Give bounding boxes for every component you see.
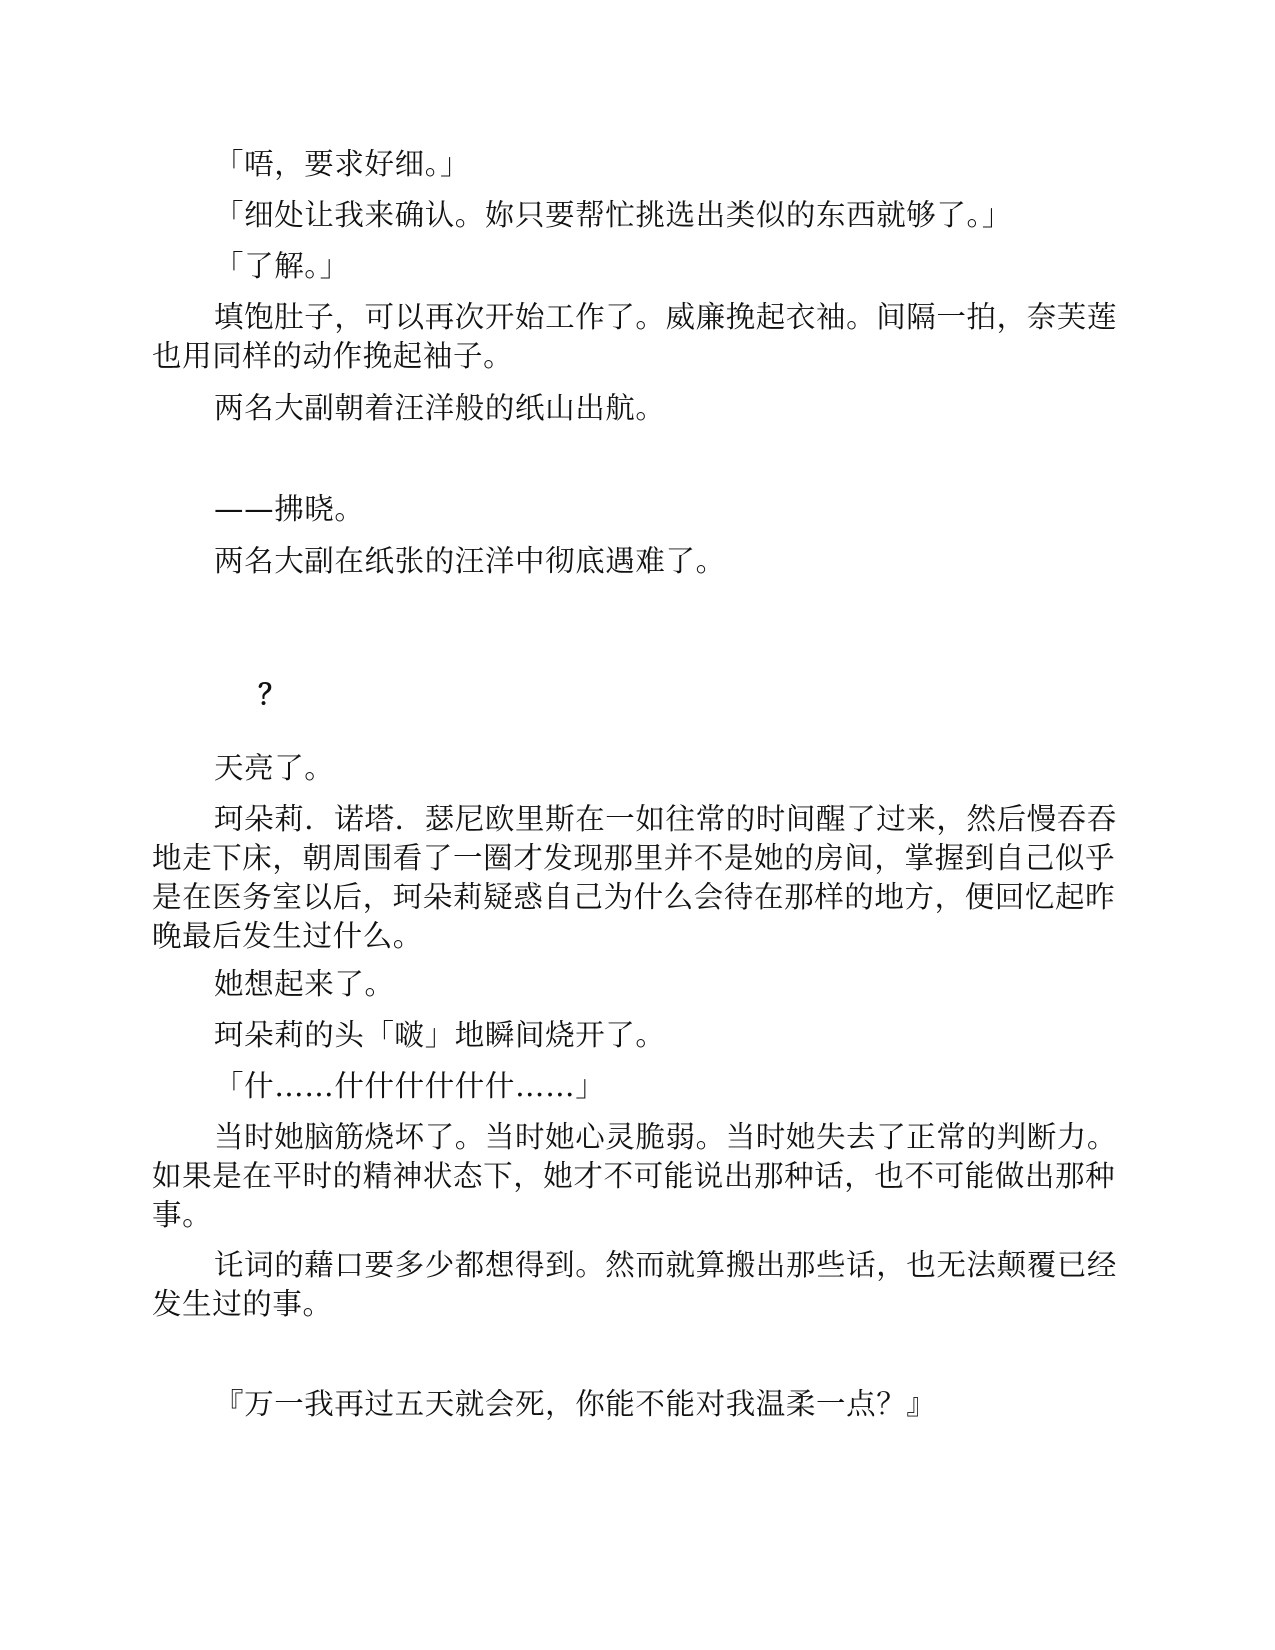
paragraph-narration-1: 填饱肚子，可以再次开始工作了。威廉挽起衣袖。间隔一拍，奈芙莲也用同样的动作挽起袖子。 [152,300,1118,373]
paragraph-dialogue-4: 「什……什什什什什什……」 [214,1069,606,1103]
paragraph-narration-2: 两名大副朝着汪洋般的纸山出航。 [214,391,666,425]
paragraph-narration-9: 讬词的藉口要多少都想得到。然而就算搬出那些话，也无法颠覆已经发生过的事。 [152,1248,1118,1321]
paragraph-dialogue-2: 「细处让我来确认。妳只要帮忙挑选出类似的东西就够了。」 [214,198,1012,232]
paragraph-narration-3: 两名大副在纸张的汪洋中彻底遇难了。 [214,544,726,578]
paragraph-quote: 『万一我再过五天就会死，你能不能对我温柔一点？』 [214,1387,937,1421]
paragraph-dialogue-1: 「唔，要求好细。」 [214,147,471,181]
paragraph-dawn: ——拂晓。 [214,492,365,526]
paragraph-narration-5: 珂朵莉．诺塔．瑟尼欧里斯在一如往常的时间醒了过来，然后慢吞吞地走下床，朝周围看了一圈才发现那里并不是她的房间，掌握到自己似乎是在医务室以后，珂朵莉疑惑自己为什么会待在那样的地方，便回忆起昨晚最后发生过什么。 [152,802,1118,953]
paragraph-narration-7: 珂朵莉的头「啵」地瞬间烧开了。 [214,1018,666,1052]
section-break-marker: ？ [258,678,287,711]
paragraph-narration-4: 天亮了。 [214,751,335,785]
paragraph-narration-6: 她想起来了。 [214,967,395,1001]
paragraph-dialogue-3: 「了解。」 [214,249,350,283]
paragraph-narration-8: 当时她脑筋烧坏了。当时她心灵脆弱。当时她失去了正常的判断力。如果是在平时的精神状态下，她才不可能说出那种话，也不可能做出那种事。 [152,1120,1118,1232]
